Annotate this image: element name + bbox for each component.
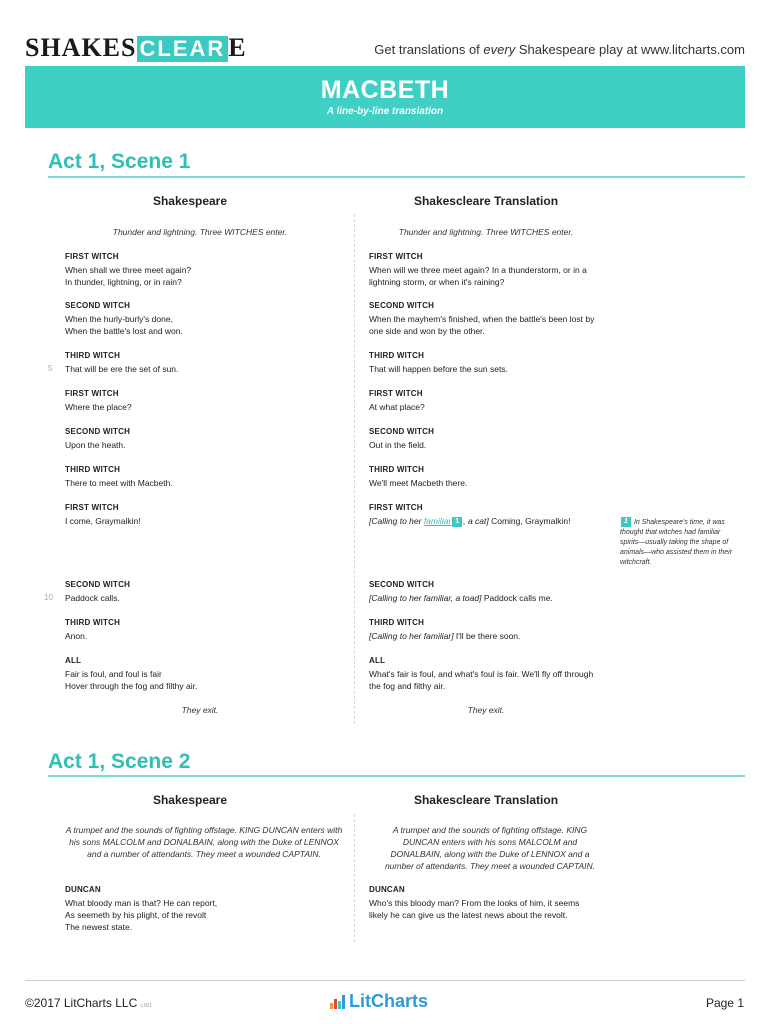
original-text: That will be ere the set of sun.	[65, 364, 179, 374]
speaker-name: THIRD WITCH	[369, 618, 425, 627]
scene-1-rule	[48, 176, 745, 178]
speaker-name: FIRST WITCH	[369, 503, 423, 512]
version: v.001	[140, 1003, 153, 1009]
original-text: Fair is foul, and foul is fair Hover through the fog and filthy air.	[65, 669, 198, 691]
speaker-name: SECOND WITCH	[369, 427, 435, 436]
speech-block	[65, 251, 335, 288]
speech-block	[65, 655, 335, 692]
line-number: 10	[44, 593, 53, 602]
stage-direction-translation: Thunder and lightning. Three WITCHES enter.	[398, 227, 574, 237]
speech-block	[65, 617, 335, 642]
brand-name: LitCharts	[349, 991, 429, 1011]
speaker-name: FIRST WITCH	[369, 389, 423, 398]
translation-text: At what place?	[369, 402, 425, 412]
speaker-name: SECOND WITCH	[65, 427, 131, 436]
original-text: When the hurly-burly's done, When the battle's lost and won.	[65, 314, 183, 336]
speaker-name: THIRD WITCH	[369, 465, 425, 474]
speech-block-translation	[369, 251, 609, 288]
translation-rest: Paddock calls me.	[481, 593, 553, 603]
speech-block-translation	[369, 350, 609, 375]
speaker-name: THIRD WITCH	[65, 465, 121, 474]
play-title: MACBETH	[320, 76, 450, 104]
page-number: Page 1	[705, 996, 744, 1010]
speech-block	[65, 388, 335, 413]
speech-block	[65, 502, 335, 527]
speech-block-translation	[369, 300, 609, 337]
translation-text: When the mayhem's finished, when the battle's been lost by one side and won by the other.	[369, 314, 595, 336]
bar-chart-icon	[330, 995, 346, 1009]
original-text: I come, Graymalkin!	[65, 516, 141, 526]
speaker-name: FIRST WITCH	[65, 389, 119, 398]
speaker-name: FIRST WITCH	[65, 503, 119, 512]
col-head-translation: Shakescleare Translation	[413, 793, 559, 807]
original-text: Upon the heath.	[65, 440, 126, 450]
speaker-name: SECOND WITCH	[369, 580, 435, 589]
speech-block-translation	[369, 617, 609, 642]
tagline-em: every	[483, 42, 516, 57]
speech-block	[65, 579, 335, 604]
footer-rule	[25, 980, 745, 981]
original-text: When shall we three meet again? In thunder, lightning, or in rain?	[65, 265, 192, 287]
speech-block	[65, 426, 335, 451]
title-banner	[25, 66, 745, 128]
speech-block	[65, 300, 335, 337]
column-divider	[354, 214, 355, 724]
translation-text: Who's this bloody man? From the looks of him, it seems likely he can give us the latest news about the revolt.	[369, 898, 580, 920]
speech-block-translation	[369, 502, 609, 527]
stage-note: [Calling to her	[369, 516, 424, 526]
original-text: What bloody man is that? He can report, As seemeth by his plight, of the revolt The newest state.	[65, 898, 218, 932]
stage-note: [Calling to her familiar]	[369, 631, 454, 641]
speaker-name: ALL	[65, 656, 82, 665]
translation-text: What's fair is foul, and what's foul is fair. We'll fly off through the fog and filthy air.	[369, 669, 594, 691]
stage-direction: They exit.	[181, 705, 219, 715]
speech-block	[65, 350, 335, 375]
translation-text: That will happen before the sun sets.	[369, 364, 508, 374]
translation-rest: Coming, Graymalkin!	[488, 516, 571, 526]
stage-note: , a cat]	[463, 516, 489, 526]
translation-text: We'll meet Macbeth there.	[369, 478, 468, 488]
line-number: 5	[48, 364, 53, 373]
logo-highlight: CLEAR	[137, 36, 229, 62]
footnote	[620, 517, 735, 568]
speaker-name: SECOND WITCH	[369, 301, 435, 310]
litcharts-logo[interactable]	[330, 991, 428, 1012]
stage-direction-translation: A trumpet and the sounds of fighting offstage. KING DUNCAN enters with his sons MALCOLM and DONALBAIN, along with the Duke of LENNOX and a number of attendants. They meet a wounded CAPTAIN.	[384, 825, 596, 871]
speaker-name: FIRST WITCH	[369, 252, 423, 261]
play-subtitle: A line-by-line translation	[326, 106, 444, 117]
original-text: Anon.	[65, 631, 88, 641]
speaker-name: SECOND WITCH	[65, 580, 131, 589]
stage-note: [Calling to her familiar, a toad]	[369, 593, 482, 603]
stage-direction: Thunder and lightning. Three WITCHES enter.	[112, 227, 288, 237]
original-text: Paddock calls.	[65, 593, 120, 603]
shakescleare-logo[interactable]	[25, 34, 247, 62]
translation-text: Out in the field.	[369, 440, 427, 450]
tagline	[374, 42, 745, 57]
speech-block-translation	[369, 655, 609, 692]
footnote-link[interactable]: familiar	[423, 516, 452, 526]
scene-2-rule	[48, 775, 745, 777]
logo-prefix: SHAKES	[25, 33, 137, 62]
speaker-name: DUNCAN	[369, 885, 405, 894]
speech-block	[65, 884, 335, 933]
stage-direction: A trumpet and the sounds of fighting offstage. KING DUNCAN enters with his sons MALCOLM and DONALBAIN, along with the Duke of LENNOX and a number of attendants. They meet a wounded CAPTAIN.	[65, 825, 343, 859]
column-divider	[354, 814, 355, 942]
scene-1-title: Act 1, Scene 1	[48, 150, 191, 173]
speech-block-translation	[369, 884, 609, 921]
stage-direction-translation: They exit.	[467, 705, 505, 715]
speaker-name: THIRD WITCH	[369, 351, 425, 360]
col-head-original: Shakespeare	[152, 793, 228, 807]
speech-block-translation	[369, 426, 609, 451]
col-head-original: Shakespeare	[152, 194, 228, 208]
translation-text	[369, 630, 609, 642]
original-text: There to meet with Macbeth.	[65, 478, 173, 488]
copyright-text: ©2017 LitCharts LLC	[25, 996, 138, 1010]
speaker-name: ALL	[369, 656, 386, 665]
footnote-marker: 1	[621, 517, 631, 527]
speaker-name: DUNCAN	[65, 885, 101, 894]
tagline-pre: Get translations of	[374, 42, 484, 57]
speech-block	[65, 464, 335, 489]
logo-suffix: E	[228, 33, 247, 62]
speaker-name: FIRST WITCH	[65, 252, 119, 261]
speaker-name: THIRD WITCH	[65, 351, 121, 360]
translation-text	[369, 592, 609, 604]
speech-block-translation	[369, 464, 609, 489]
footnote-badge[interactable]: 1	[452, 517, 462, 527]
copyright	[25, 996, 152, 1010]
top-bar	[25, 34, 745, 64]
scene-2-title: Act 1, Scene 2	[48, 750, 191, 773]
speech-block-translation	[369, 388, 609, 413]
col-head-translation: Shakescleare Translation	[413, 194, 559, 208]
speaker-name: SECOND WITCH	[65, 301, 131, 310]
original-text: Where the place?	[65, 402, 132, 412]
translation-rest: I'll be there soon.	[453, 631, 521, 641]
speaker-name: THIRD WITCH	[65, 618, 121, 627]
translation-text: When will we three meet again? In a thunderstorm, or in a lightning storm, or when it's raining?	[369, 265, 587, 287]
footnote-text: In Shakespeare's time, it was thought that witches had familiar spirits—usually taking the shape of animals—who assisted them in their witchcraft.	[620, 518, 733, 566]
tagline-post: Shakespeare play at www.litcharts.com	[515, 42, 745, 57]
speech-block-translation	[369, 579, 609, 604]
translation-text	[369, 515, 609, 527]
